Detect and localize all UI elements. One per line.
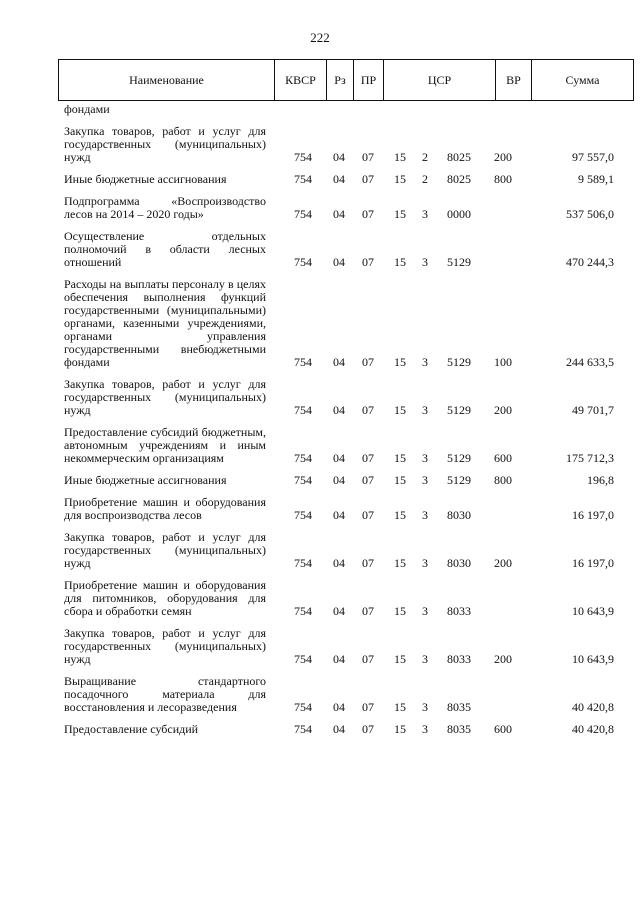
cell-sum: 49 701,7: [572, 403, 614, 417]
cell-csr-program: 15: [394, 355, 406, 369]
cell-csr-program: 15: [394, 207, 406, 221]
cell-rz: 04: [333, 255, 345, 269]
cell-csr-subprogram: 3: [422, 508, 428, 522]
cell-kvsr: 754: [294, 451, 312, 465]
cell-csr-code: 5129: [447, 255, 471, 269]
cell-pr: 07: [362, 556, 374, 570]
cell-rz: 04: [333, 508, 345, 522]
cell-pr: 07: [362, 508, 374, 522]
cell-csr-subprogram: 3: [422, 722, 428, 736]
cell-sum: 537 506,0: [566, 207, 614, 221]
cell-sum: 10 643,9: [572, 652, 614, 666]
row-values: [0, 474, 640, 487]
row-values: [0, 509, 640, 522]
row-values: [0, 557, 640, 570]
cell-sum: 244 633,5: [566, 355, 614, 369]
cell-sum: 470 244,3: [566, 255, 614, 269]
cell-csr-code: 5129: [447, 403, 471, 417]
row-name: Закупка товаров, работ и услуг для государственных (муниципальных) нужд: [64, 626, 266, 666]
cell-csr-code: 5129: [447, 473, 471, 487]
cell-rz: 04: [333, 652, 345, 666]
row-name: Осуществление отдельных полномочий в области лесных отношений: [64, 229, 266, 269]
row-name: Иные бюджетные ассигнования: [64, 473, 227, 487]
row-name: Расходы на выплаты персоналу в целях обеспечения выполнения функций государственными (муниципальными) органами, казенными учреждениями, органами управления государственными внебюджетными фондами: [64, 277, 266, 369]
table-header: [58, 59, 634, 101]
cell-csr-subprogram: 3: [422, 207, 428, 221]
cell-kvsr: 754: [294, 355, 312, 369]
cell-kvsr: 754: [294, 722, 312, 736]
cell-sum: 175 712,3: [566, 451, 614, 465]
cell-csr-subprogram: 3: [422, 355, 428, 369]
cell-csr-subprogram: 3: [422, 700, 428, 714]
cell-rz: 04: [333, 556, 345, 570]
cell-sum: 196,8: [587, 473, 614, 487]
cell-csr-code: 8030: [447, 508, 471, 522]
cell-csr-code: 5129: [447, 355, 471, 369]
header-rz: Рз: [327, 60, 354, 100]
cell-csr-program: 15: [394, 172, 406, 186]
cell-pr: 07: [362, 355, 374, 369]
cell-vr: 800: [494, 473, 512, 487]
row-values: [0, 452, 640, 465]
cell-kvsr: 754: [294, 150, 312, 164]
header-csr: ЦСР: [384, 60, 496, 100]
row-values: [0, 256, 640, 269]
row-name: Иные бюджетные ассигнования: [64, 172, 227, 186]
cell-csr-program: 15: [394, 255, 406, 269]
row-values: [0, 356, 640, 369]
cell-csr-program: 15: [394, 700, 406, 714]
cell-rz: 04: [333, 150, 345, 164]
cell-csr-program: 15: [394, 508, 406, 522]
row-values: [0, 103, 640, 116]
cell-csr-subprogram: 3: [422, 451, 428, 465]
cell-kvsr: 754: [294, 172, 312, 186]
cell-sum: 16 197,0: [572, 556, 614, 570]
cell-csr-code: 8035: [447, 722, 471, 736]
header-kvsr: КВСР: [275, 60, 327, 100]
row-name: Выращивание стандартного посадочного материала для восстановления и лесоразведения: [64, 674, 266, 714]
cell-csr-program: 15: [394, 652, 406, 666]
cell-rz: 04: [333, 700, 345, 714]
cell-vr: 200: [494, 652, 512, 666]
cell-sum: 97 557,0: [572, 150, 614, 164]
cell-pr: 07: [362, 652, 374, 666]
cell-vr: 100: [494, 355, 512, 369]
table-row: [0, 230, 640, 269]
cell-csr-code: 5129: [447, 451, 471, 465]
cell-sum: 16 197,0: [572, 508, 614, 522]
cell-vr: 600: [494, 722, 512, 736]
cell-rz: 04: [333, 451, 345, 465]
cell-rz: 04: [333, 172, 345, 186]
row-name: Приобретение машин и оборудования для питомников, оборудования для сбора и обработки семян: [64, 578, 266, 618]
cell-csr-program: 15: [394, 722, 406, 736]
cell-csr-program: 15: [394, 473, 406, 487]
table-row: [0, 378, 640, 417]
row-values: [0, 208, 640, 221]
cell-csr-subprogram: 2: [422, 172, 428, 186]
row-name: Предоставление субсидий бюджетным, автономным учреждениям и иным некоммерческим организациям: [64, 425, 266, 465]
table-row: [0, 125, 640, 164]
cell-csr-code: 8025: [447, 150, 471, 164]
cell-rz: 04: [333, 207, 345, 221]
row-name: Предоставление субсидий: [64, 722, 199, 736]
page-number: 222: [310, 30, 330, 45]
row-values: [0, 605, 640, 618]
cell-csr-program: 15: [394, 556, 406, 570]
cell-csr-subprogram: 3: [422, 652, 428, 666]
cell-pr: 07: [362, 172, 374, 186]
table-row: [0, 103, 640, 116]
cell-csr-program: 15: [394, 150, 406, 164]
row-name: Подпрограмма «Воспроизводство лесов на 2014 – 2020 годы»: [64, 194, 266, 221]
header-pr: ПР: [354, 60, 384, 100]
cell-kvsr: 754: [294, 652, 312, 666]
cell-sum: 40 420,8: [572, 722, 614, 736]
cell-pr: 07: [362, 207, 374, 221]
cell-csr-code: 8035: [447, 700, 471, 714]
cell-rz: 04: [333, 355, 345, 369]
header-name: Наименование: [59, 60, 275, 100]
cell-vr: 200: [494, 556, 512, 570]
cell-kvsr: 754: [294, 556, 312, 570]
cell-kvsr: 754: [294, 604, 312, 618]
row-name: Закупка товаров, работ и услуг для государственных (муниципальных) нужд: [64, 530, 266, 570]
cell-pr: 07: [362, 451, 374, 465]
cell-pr: 07: [362, 403, 374, 417]
row-values: [0, 701, 640, 714]
cell-csr-subprogram: 3: [422, 556, 428, 570]
cell-csr-code: 8025: [447, 172, 471, 186]
cell-pr: 07: [362, 604, 374, 618]
table-row: [0, 723, 640, 736]
cell-vr: 200: [494, 150, 512, 164]
cell-kvsr: 754: [294, 403, 312, 417]
cell-kvsr: 754: [294, 700, 312, 714]
cell-kvsr: 754: [294, 473, 312, 487]
table-row: [0, 496, 640, 522]
row-name: Приобретение машин и оборудования для воспроизводства лесов: [64, 495, 266, 522]
header-vr: ВР: [496, 60, 532, 100]
cell-sum: 9 589,1: [578, 172, 614, 186]
table-row: [0, 627, 640, 666]
cell-pr: 07: [362, 473, 374, 487]
cell-csr-program: 15: [394, 604, 406, 618]
budget-table-body: [0, 103, 640, 745]
cell-csr-subprogram: 3: [422, 255, 428, 269]
cell-csr-program: 15: [394, 403, 406, 417]
cell-csr-code: 0000: [447, 207, 471, 221]
cell-csr-subprogram: 2: [422, 150, 428, 164]
table-row: [0, 675, 640, 714]
cell-rz: 04: [333, 473, 345, 487]
row-values: [0, 653, 640, 666]
cell-vr: 800: [494, 172, 512, 186]
cell-rz: 04: [333, 604, 345, 618]
row-name: Закупка товаров, работ и услуг для государственных (муниципальных) нужд: [64, 124, 266, 164]
table-row: [0, 531, 640, 570]
table-row: [0, 474, 640, 487]
cell-csr-subprogram: 3: [422, 604, 428, 618]
cell-csr-code: 8033: [447, 652, 471, 666]
row-name: Закупка товаров, работ и услуг для государственных (муниципальных) нужд: [64, 377, 266, 417]
table-row: [0, 173, 640, 186]
cell-pr: 07: [362, 700, 374, 714]
row-values: [0, 723, 640, 736]
table-row: [0, 278, 640, 369]
cell-rz: 04: [333, 722, 345, 736]
row-values: [0, 151, 640, 164]
cell-vr: 200: [494, 403, 512, 417]
cell-pr: 07: [362, 150, 374, 164]
cell-csr-subprogram: 3: [422, 473, 428, 487]
cell-sum: 40 420,8: [572, 700, 614, 714]
cell-pr: 07: [362, 255, 374, 269]
header-sum: Сумма: [565, 72, 600, 87]
cell-csr-code: 8030: [447, 556, 471, 570]
cell-sum: 10 643,9: [572, 604, 614, 618]
cell-kvsr: 754: [294, 508, 312, 522]
row-values: [0, 404, 640, 417]
table-row: [0, 426, 640, 465]
row-name: фондами: [64, 102, 110, 116]
table-row: [0, 195, 640, 221]
table-row: [0, 579, 640, 618]
cell-csr-program: 15: [394, 451, 406, 465]
cell-csr-subprogram: 3: [422, 403, 428, 417]
cell-csr-code: 8033: [447, 604, 471, 618]
cell-kvsr: 754: [294, 207, 312, 221]
cell-kvsr: 754: [294, 255, 312, 269]
cell-pr: 07: [362, 722, 374, 736]
cell-rz: 04: [333, 403, 345, 417]
row-values: [0, 173, 640, 186]
cell-vr: 600: [494, 451, 512, 465]
